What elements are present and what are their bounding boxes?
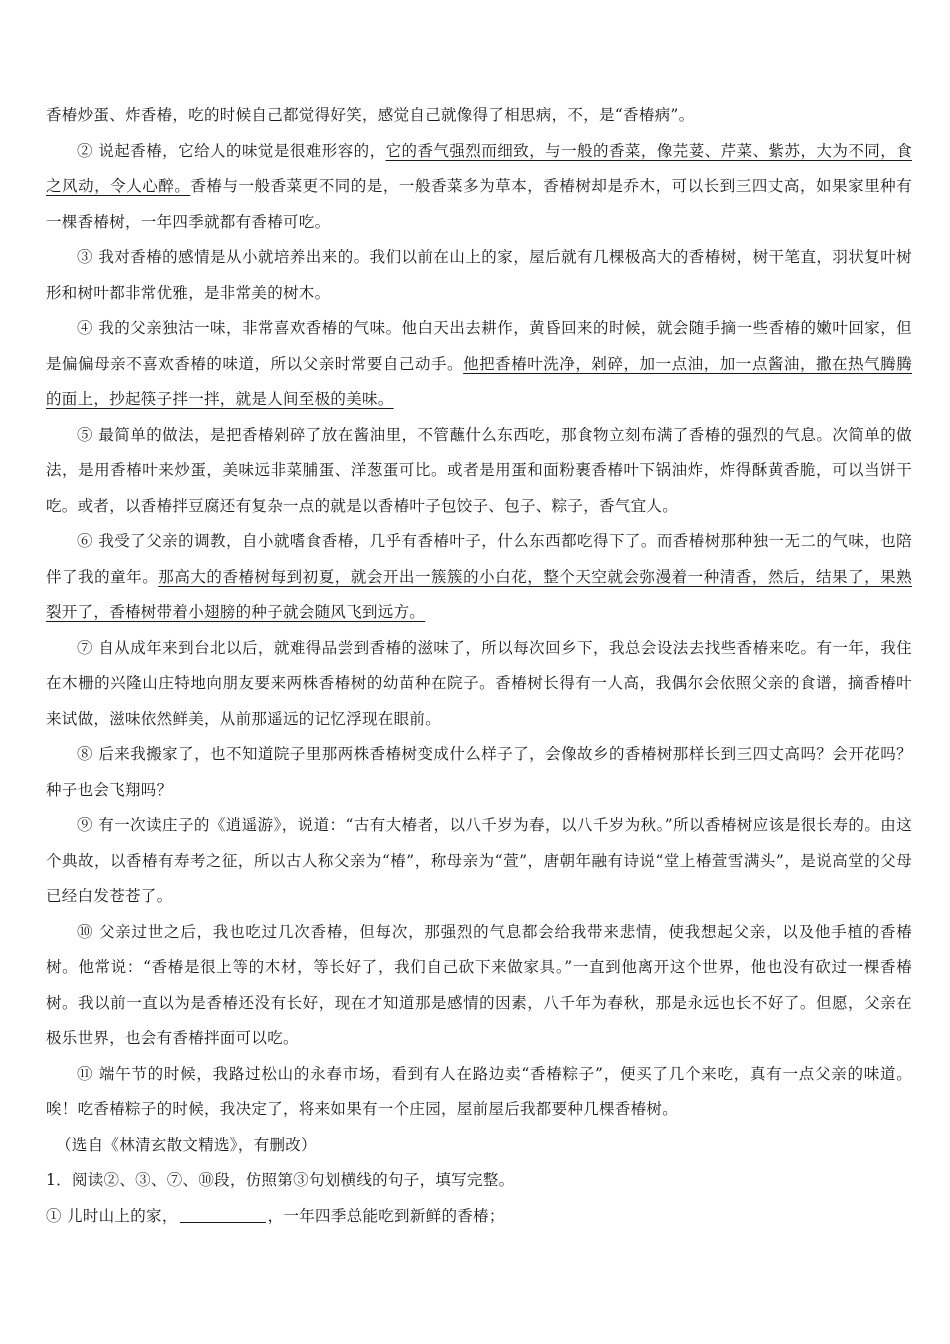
paragraph-2-underlined: 它的香气强烈而细致，与一般的香菜，像芫荽、芹菜、紫苏，大为不同，食之风动，令人心醉。 bbox=[46, 141, 912, 195]
paragraph-4-underlined: 他把香椿叶洗净，剁碎，加一点油，加一点酱油，撒在热气腾腾的面上，抄起筷子拌一拌，就是人间至极的美味。 bbox=[46, 354, 912, 408]
paragraph-0: 香椿炒蛋、炸香椿，吃的时候自己都觉得好笑，感觉自己就像得了相思病，不，是“香椿病”。 bbox=[46, 106, 695, 124]
paragraph-6-text-a: ⑥ 我受了父亲的调教，自小就嗜食香椿，几乎有香椿叶子，什么东西都吃得下了。而香椿树那种独一无二的气味，也陪伴了我的童年。 bbox=[46, 532, 912, 586]
question-item-1-after: ，一年四季总能吃到新鲜的香椿； bbox=[267, 1206, 505, 1225]
paragraph-10: ⑩ 父亲过世之后，我也吃过几次香椿，但每次，那强烈的气息都会给我带来悲情，使我想起父亲，以及他手植的香椿树。他常说：“香椿是很上等的木材，等长好了，我们自己砍下来做家具。”一直到他离开这个世界，他也没有砍过一棵香椿树。我以前一直以为是香椿还没有长好，现在才知道那是感情的因素，八千年为春秋，那是永远也长不好了。但愿，父亲在极乐世界，也会有香椿拌面可以吃。 bbox=[46, 922, 912, 1047]
paragraph-11: ⑪ 端午节的时候，我路过松山的永春市场，看到有人在路边卖“香椿粽子”，便买了几个来吃，真有一点父亲的味道。唉！吃香椿粽子的时候，我决定了，将来如果有一个庄园，屋前屋后我都要种几棵香椿树。 bbox=[46, 1064, 912, 1118]
paragraph-8: ⑧ 后来我搬家了，也不知道院子里那两株香椿树变成什么样子了，会像故乡的香椿树那样长到三四丈高吗？会开花吗？种子也会飞翔吗？ bbox=[46, 745, 912, 799]
paragraph-7: ⑦ 自从成年来到台北以后，就难得品尝到香椿的滋味了，所以每次回乡下，我总会设法去找些香椿来吃。有一年，我住在木栅的兴隆山庄特地向朋友要来两株香椿树的幼苗种在院子。香椿树长得有一人高，我偶尔会依照父亲的食谱，摘香椿叶来试做，滋味依然鲜美，从前那遥远的记忆浮现在眼前。 bbox=[46, 638, 912, 728]
question-item-1-before: ① 儿时山上的家， bbox=[46, 1206, 178, 1225]
paragraph-4 bbox=[46, 311, 912, 418]
source-citation: （选自《林清玄散文精选》，有删改） bbox=[56, 1135, 317, 1154]
question-stem: 1．阅读②、③、⑦、⑩段，仿照第③句划横线的句子，填写完整。 bbox=[46, 1171, 515, 1189]
paragraph-5: ⑤ 最简单的做法，是把香椿剁碎了放在酱油里，不管蘸什么东西吃，那食物立刻布满了香椿的强烈的气息。次简单的做法，是用香椿叶来炒蛋，美味远非菜脯蛋、洋葱蛋可比。或者是用蛋和面粉裹香椿叶下锅油炸，炸得酥黄香脆，可以当饼干吃。或者，以香椿拌豆腐还有复杂一点的就是以香椿叶子包饺子、包子、粽子，香气宜人。 bbox=[46, 425, 912, 515]
paragraph-2-text-a: ② 说起香椿，它给人的味觉是很难形容的， bbox=[77, 141, 386, 160]
question-item-1 bbox=[46, 1199, 912, 1235]
paragraph-2-text-b: 香椿与一般香菜更不同的是，一般香菜多为草本，香椿树却是乔木，可以长到三四丈高，如果家里种有一棵香椿树，一年四季就都有香椿可吃。 bbox=[46, 177, 912, 231]
paragraph-3: ③ 我对香椿的感情是从小就培养出来的。我们以前在山上的家，屋后就有几棵极高大的香椿树，树干笔直，羽状复叶树形和树叶都非常优雅，是非常美的树木。 bbox=[46, 248, 912, 302]
paragraph-2 bbox=[46, 134, 912, 241]
paragraph-6-underlined: 那高大的香椿树每到初夏，就会开出一簇簇的小白花，整个天空就会弥漫着一种清香，然后，结果了，果熟裂开了，香椿树带着小翅膀的种子就会随风飞到远方。 bbox=[46, 567, 912, 621]
paragraph-6 bbox=[46, 524, 912, 631]
paragraph-9: ⑨ 有一次读庄子的《逍遥游》，说道：“古有大椿者，以八千岁为春，以八千岁为秋。”所以香椿树应该是很长寿的。由这个典故，以香椿有寿考之征，所以古人称父亲为“椿”，称母亲为“萱”，唐朝年融有诗说“堂上椿萱雪满头”，是说高堂的父母已经白发苍苍了。 bbox=[46, 816, 912, 905]
paragraph-4-text-a: ④ 我的父亲独沽一味，非常喜欢香椿的气味。他白天出去耕作，黄昏回来的时候，就会随手摘一些香椿的嫩叶回家，但是偏偏母亲不喜欢香椿的味道，所以父亲时常要自己动手。 bbox=[46, 319, 912, 373]
answer-blank[interactable] bbox=[180, 1206, 266, 1223]
